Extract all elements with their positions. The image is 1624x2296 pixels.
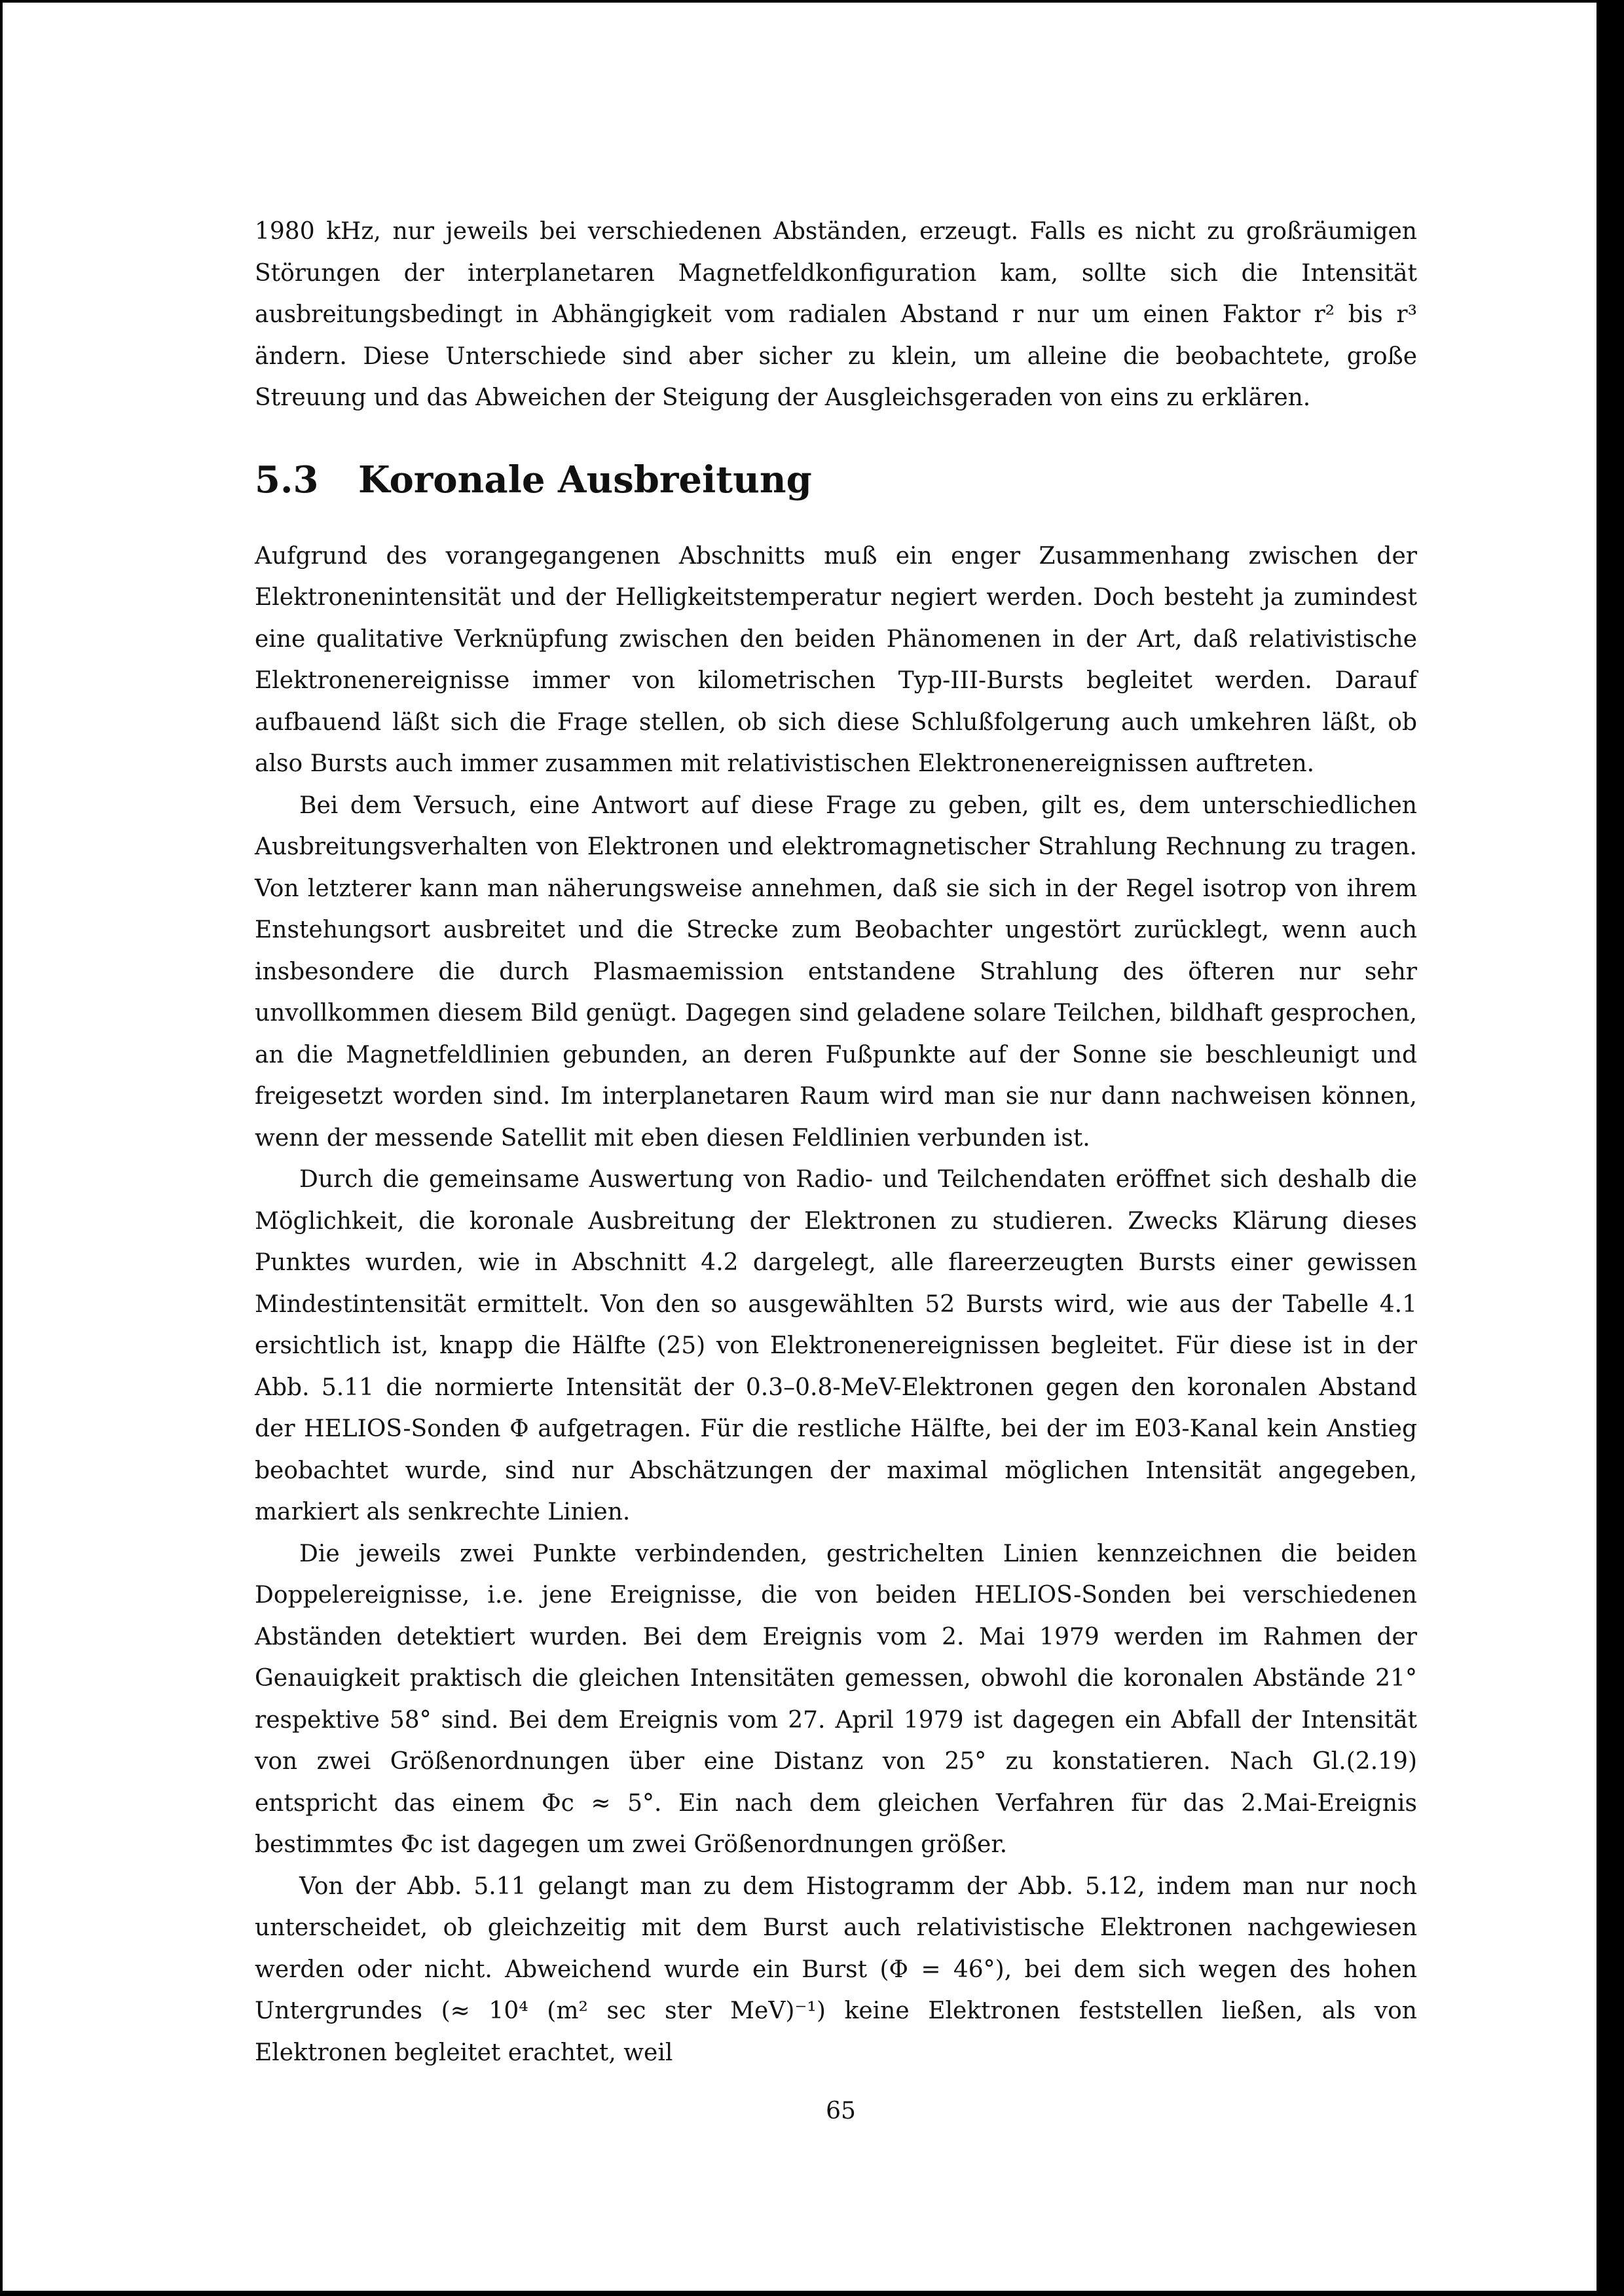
paragraph-propagation: Bei dem Versuch, eine Antwort auf diese Frage zu geben, gilt es, dem unterschiedlichen Ausbreitungsverhalten von Elektronen und elektromagnetischer Strahlung Rechnung zu tragen. Von letzterer kann man näherungsweise annehmen, daß sie sich in der Regel isotrop von ihrem Enstehungsort ausbreitet und die Strecke zum Beobachter ungestört zurücklegt, wenn auch insbesondere die durch Plasmaemission entstandene Strahlung des öfteren nur sehr unvollkommen diesem Bild genügt. Dagegen sind geladene solare Teilchen, bildhaft gesprochen, an die Magnetfeldlinien gebunden, an deren Fußpunkte auf der Sonne sie beschleunigt und freigesetzt worden sind. Im interplanetaren Raum wird man sie nur dann nachweisen können, wenn der messende Satellit mit eben diesen Feldlinien verbunden ist. — [255, 792, 1417, 1152]
section-number: 5.3 — [255, 458, 319, 501]
page-content — [255, 211, 1417, 2073]
paragraph-double-events: Die jeweils zwei Punkte verbindenden, gestrichelten Linien kennzeichnen die beiden Doppelereignisse, i.e. jene Ereignisse, die von beiden HELIOS-Sonden bei verschiedenen Abständen detektiert wurden. Bei dem Ereignis vom 2. Mai 1979 werden im Rahmen der Genauigkeit praktisch die gleichen Intensitäten gemessen, obwohl die koronalen Abstände 21° respektive 58° sind. Bei dem Ereignis vom 27. April 1979 ist dagegen ein Abfall der Intensität von zwei Größenordnungen über eine Distanz von 25° zu konstatieren. Nach Gl.(2.19) entspricht das einem Φc ≈ 5°. Ein nach dem gleichen Verfahren für das 2.Mai-Ereignis bestimmtes Φc ist dagegen um zwei Größenordnungen größer. — [255, 1540, 1417, 1858]
section-heading — [255, 457, 1417, 503]
paragraph-analysis: Durch die gemeinsame Auswertung von Radio- und Teilchendaten eröffnet sich deshalb die Möglichkeit, die koronale Ausbreitung der Elektronen zu studieren. Zwecks Klärung dieses Punktes wurden, wie in Abschnitt 4.2 dargelegt, alle flareerzeugten Bursts einer gewissen Mindestintensität ermittelt. Von den so ausgewählten 52 Bursts wird, wie aus der Tabelle 4.1 ersichtlich ist, knapp die Hälfte (25) von Elektronenereignissen begleitet. Für diese ist in der Abb. 5.11 die normierte Intensität der 0.3–0.8-MeV-Elektronen gegen den koronalen Abstand der HELIOS-Sonden Φ aufgetragen. Für die restliche Hälfte, bei der im E03-Kanal kein Anstieg beobachtet wurde, sind nur Abschätzungen der maximal möglichen Intensität angegeben, markiert als senkrechte Linien. — [255, 1166, 1417, 1525]
page-number: 65 — [826, 2098, 856, 2124]
paragraph-continued: 1980 kHz, nur jeweils bei verschiedenen Abständen, erzeugt. Falls es nicht zu großräumigen Störungen der interplanetaren Magnetfeldkonfiguration kam, sollte sich die Intensität ausbreitungsbedingt in Abhängigkeit vom radialen Abstand r nur um einen Faktor r² bis r³ ändern. Diese Unterschiede sind aber sicher zu klein, um alleine die beobachtete, große Streuung und das Abweichen der Steigung der Ausgleichsgeraden von eins zu erklären. — [255, 218, 1417, 411]
paragraph-intro: Aufgrund des vorangegangenen Abschnitts muß ein enger Zusammenhang zwischen der Elektronenintensität und der Helligkeitstemperatur negiert werden. Doch besteht ja zumindest eine qualitative Verknüpfung zwischen den beiden Phänomenen in der Art, daß relativistische Elektronenereignisse immer von kilometrischen Typ-III-Bursts begleitet werden. Darauf aufbauend läßt sich die Frage stellen, ob sich diese Schlußfolgerung auch umkehren läßt, ob also Bursts auch immer zusammen mit relativistischen Elektronenereignissen auftreten. — [255, 542, 1417, 777]
paragraph-histogram: Von der Abb. 5.11 gelangt man zu dem Histogramm der Abb. 5.12, indem man nur noch unterscheidet, ob gleichzeitig mit dem Burst auch relativistische Elektronen nachgewiesen werden oder nicht. Abweichend wurde ein Burst (Φ = 46°), bei dem sich wegen des hohen Untergrundes (≈ 10⁴ (m² sec ster MeV)⁻¹) keine Elektronen feststellen ließen, als von Elektronen begleitet erachtet, weil — [255, 1872, 1417, 2066]
section-title: Koronale Ausbreitung — [358, 458, 812, 501]
